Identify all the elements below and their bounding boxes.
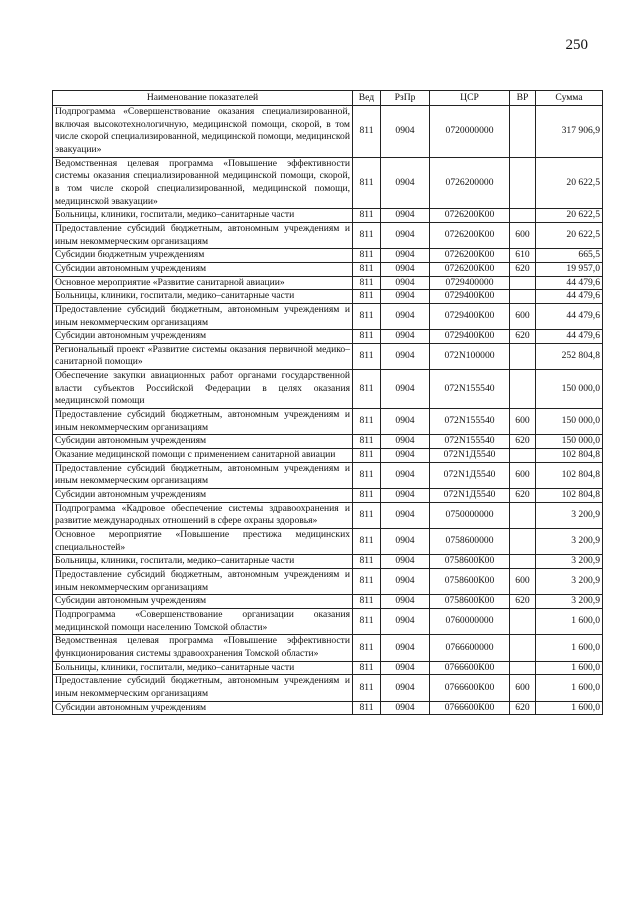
- cell-name: Субсидии автономным учреждениям: [53, 701, 353, 715]
- cell-vr: 600: [510, 222, 536, 248]
- cell-vr: [510, 608, 536, 634]
- cell-vr: 620: [510, 435, 536, 449]
- cell-name: Подпрограмма «Совершенствование организации оказания медицинской помощи населению Томской области»: [53, 608, 353, 634]
- cell-rzpr: 0904: [381, 106, 430, 158]
- cell-rzpr: 0904: [381, 157, 430, 209]
- cell-ved: 811: [353, 635, 381, 661]
- cell-rzpr: 0904: [381, 303, 430, 329]
- cell-ved: 811: [353, 568, 381, 594]
- cell-vr: [510, 529, 536, 555]
- header-csr: ЦСР: [430, 91, 510, 106]
- cell-ved: 811: [353, 262, 381, 276]
- cell-ved: 811: [353, 209, 381, 223]
- cell-vr: [510, 370, 536, 409]
- cell-ved: 811: [353, 555, 381, 569]
- cell-ved: 811: [353, 435, 381, 449]
- cell-name: Ведомственная целевая программа «Повышение эффективности функционирования системы здравоохранения Томской области»: [53, 635, 353, 661]
- cell-rzpr: 0904: [381, 222, 430, 248]
- cell-sum: 150 000,0: [536, 435, 603, 449]
- cell-name: Ведомственная целевая программа «Повышение эффективности системы оказания специализированной медицинской помощи, скорой, в том числе скорой специализированной, медицинской помощи, медицинской эвакуации»: [53, 157, 353, 209]
- cell-ved: 811: [353, 343, 381, 369]
- table-row: [53, 222, 603, 248]
- cell-vr: 620: [510, 330, 536, 344]
- cell-csr: 0729400К00: [430, 303, 510, 329]
- cell-ved: 811: [353, 701, 381, 715]
- cell-rzpr: 0904: [381, 435, 430, 449]
- cell-sum: 317 906,9: [536, 106, 603, 158]
- cell-name: Предоставление субсидий бюджетным, автономным учреждениям и иным некоммерческим организациям: [53, 462, 353, 488]
- cell-csr: 072N155540: [430, 435, 510, 449]
- cell-vr: 620: [510, 262, 536, 276]
- cell-csr: 0758600000: [430, 529, 510, 555]
- cell-ved: 811: [353, 449, 381, 463]
- cell-csr: 0758600К00: [430, 595, 510, 609]
- cell-name: Больницы, клиники, госпитали, медико–санитарные части: [53, 661, 353, 675]
- table-row: [53, 106, 603, 158]
- cell-rzpr: 0904: [381, 555, 430, 569]
- cell-rzpr: 0904: [381, 262, 430, 276]
- cell-rzpr: 0904: [381, 449, 430, 463]
- cell-vr: [510, 449, 536, 463]
- cell-csr: 0766600000: [430, 635, 510, 661]
- cell-sum: 102 804,8: [536, 462, 603, 488]
- cell-name: Субсидии автономным учреждениям: [53, 489, 353, 503]
- cell-name: Субсидии автономным учреждениям: [53, 262, 353, 276]
- header-ved: Вед: [353, 91, 381, 106]
- cell-sum: 1 600,0: [536, 701, 603, 715]
- cell-ved: 811: [353, 409, 381, 435]
- table-row: [53, 409, 603, 435]
- cell-rzpr: 0904: [381, 276, 430, 290]
- cell-rzpr: 0904: [381, 409, 430, 435]
- cell-csr: 072N100000: [430, 343, 510, 369]
- cell-sum: 150 000,0: [536, 370, 603, 409]
- cell-name: Обеспечение закупки авиационных работ органами государственной власти субъектов Российской Федерации в целях оказания медицинской помощи: [53, 370, 353, 409]
- cell-vr: [510, 106, 536, 158]
- table-row: [53, 608, 603, 634]
- cell-vr: [510, 661, 536, 675]
- cell-ved: 811: [353, 595, 381, 609]
- cell-vr: [510, 635, 536, 661]
- cell-sum: 1 600,0: [536, 661, 603, 675]
- cell-csr: 0726200К00: [430, 209, 510, 223]
- cell-csr: 0726200К00: [430, 222, 510, 248]
- cell-ved: 811: [353, 303, 381, 329]
- cell-sum: 3 200,9: [536, 595, 603, 609]
- cell-sum: 44 479,6: [536, 276, 603, 290]
- cell-rzpr: 0904: [381, 595, 430, 609]
- cell-sum: 44 479,6: [536, 303, 603, 329]
- cell-sum: 3 200,9: [536, 568, 603, 594]
- cell-sum: 44 479,6: [536, 290, 603, 304]
- table-row: [53, 290, 603, 304]
- cell-rzpr: 0904: [381, 249, 430, 263]
- cell-rzpr: 0904: [381, 635, 430, 661]
- cell-ved: 811: [353, 157, 381, 209]
- cell-csr: 0766600К00: [430, 701, 510, 715]
- table-row: [53, 157, 603, 209]
- table-row: [53, 276, 603, 290]
- cell-rzpr: 0904: [381, 502, 430, 528]
- table-row: [53, 568, 603, 594]
- cell-name: Больницы, клиники, госпитали, медико–санитарные части: [53, 209, 353, 223]
- cell-name: Региональный проект «Развитие системы оказания первичной медико–санитарной помощи»: [53, 343, 353, 369]
- cell-rzpr: 0904: [381, 675, 430, 701]
- table-row: [53, 303, 603, 329]
- cell-rzpr: 0904: [381, 661, 430, 675]
- cell-rzpr: 0904: [381, 529, 430, 555]
- cell-csr: 0766600К00: [430, 661, 510, 675]
- cell-name: Предоставление субсидий бюджетным, автономным учреждениям и иным некоммерческим организациям: [53, 222, 353, 248]
- cell-ved: 811: [353, 608, 381, 634]
- cell-sum: 20 622,5: [536, 157, 603, 209]
- cell-name: Оказание медицинской помощи с применением санитарной авиации: [53, 449, 353, 463]
- cell-ved: 811: [353, 675, 381, 701]
- cell-rzpr: 0904: [381, 209, 430, 223]
- cell-sum: 3 200,9: [536, 555, 603, 569]
- cell-name: Больницы, клиники, госпитали, медико–санитарные части: [53, 555, 353, 569]
- cell-ved: 811: [353, 462, 381, 488]
- cell-rzpr: 0904: [381, 370, 430, 409]
- cell-name: Субсидии бюджетным учреждениям: [53, 249, 353, 263]
- cell-sum: 102 804,8: [536, 489, 603, 503]
- table-row: [53, 462, 603, 488]
- cell-vr: 600: [510, 462, 536, 488]
- cell-csr: 0720000000: [430, 106, 510, 158]
- cell-vr: [510, 209, 536, 223]
- table-row: [53, 209, 603, 223]
- cell-vr: 600: [510, 409, 536, 435]
- cell-ved: 811: [353, 249, 381, 263]
- cell-csr: 072N155540: [430, 370, 510, 409]
- cell-rzpr: 0904: [381, 568, 430, 594]
- cell-ved: 811: [353, 290, 381, 304]
- cell-sum: 1 600,0: [536, 608, 603, 634]
- cell-csr: 0729400К00: [430, 330, 510, 344]
- cell-rzpr: 0904: [381, 343, 430, 369]
- cell-sum: 3 200,9: [536, 529, 603, 555]
- table-row: [53, 661, 603, 675]
- table-row: [53, 489, 603, 503]
- cell-sum: 3 200,9: [536, 502, 603, 528]
- cell-name: Основное мероприятие «Развитие санитарной авиации»: [53, 276, 353, 290]
- cell-rzpr: 0904: [381, 290, 430, 304]
- cell-vr: 610: [510, 249, 536, 263]
- cell-sum: 20 622,5: [536, 209, 603, 223]
- table-row: [53, 330, 603, 344]
- cell-sum: 44 479,6: [536, 330, 603, 344]
- cell-sum: 1 600,0: [536, 635, 603, 661]
- table-row: [53, 675, 603, 701]
- cell-name: Предоставление субсидий бюджетным, автономным учреждениям и иным некоммерческим организациям: [53, 303, 353, 329]
- table-row: [53, 555, 603, 569]
- cell-vr: 620: [510, 489, 536, 503]
- table-row: [53, 435, 603, 449]
- cell-vr: [510, 343, 536, 369]
- cell-name: Подпрограмма «Совершенствование оказания специализированной, включая высокотехнологичную, медицинской помощи, скорой, в том числе скорой специализированной, медицинской помощи, медицинской эвакуации»: [53, 106, 353, 158]
- table-header: [53, 91, 603, 106]
- cell-csr: 0729400000: [430, 276, 510, 290]
- table-body: [53, 106, 603, 715]
- cell-sum: 19 957,0: [536, 262, 603, 276]
- cell-csr: 0766600К00: [430, 675, 510, 701]
- cell-name: Больницы, клиники, госпитали, медико–санитарные части: [53, 290, 353, 304]
- cell-vr: 600: [510, 568, 536, 594]
- cell-ved: 811: [353, 370, 381, 409]
- cell-ved: 811: [353, 661, 381, 675]
- cell-vr: [510, 502, 536, 528]
- cell-vr: 600: [510, 303, 536, 329]
- header-sum: Сумма: [536, 91, 603, 106]
- cell-ved: 811: [353, 106, 381, 158]
- cell-sum: 102 804,8: [536, 449, 603, 463]
- cell-name: Субсидии автономным учреждениям: [53, 435, 353, 449]
- cell-vr: [510, 290, 536, 304]
- header-vr: ВР: [510, 91, 536, 106]
- cell-csr: 0726200К00: [430, 249, 510, 263]
- cell-csr: 0726200000: [430, 157, 510, 209]
- cell-name: Субсидии автономным учреждениям: [53, 330, 353, 344]
- cell-vr: [510, 555, 536, 569]
- table-row: [53, 370, 603, 409]
- table-row: [53, 449, 603, 463]
- table-row: [53, 502, 603, 528]
- table-row: [53, 595, 603, 609]
- cell-ved: 811: [353, 330, 381, 344]
- cell-ved: 811: [353, 222, 381, 248]
- cell-rzpr: 0904: [381, 330, 430, 344]
- cell-rzpr: 0904: [381, 608, 430, 634]
- cell-vr: [510, 157, 536, 209]
- cell-sum: 20 622,5: [536, 222, 603, 248]
- table-row: [53, 262, 603, 276]
- cell-vr: 600: [510, 675, 536, 701]
- page-number: 250: [565, 37, 588, 53]
- cell-name: Предоставление субсидий бюджетным, автономным учреждениям и иным некоммерческим организациям: [53, 568, 353, 594]
- cell-sum: 665,5: [536, 249, 603, 263]
- cell-name: Предоставление субсидий бюджетным, автономным учреждениям и иным некоммерческим организациям: [53, 675, 353, 701]
- header-rzpr: РзПр: [381, 91, 430, 106]
- cell-name: Основное мероприятие «Повышение престижа медицинских специальностей»: [53, 529, 353, 555]
- cell-csr: 0758600К00: [430, 555, 510, 569]
- cell-ved: 811: [353, 489, 381, 503]
- cell-name: Предоставление субсидий бюджетным, автономным учреждениям и иным некоммерческим организациям: [53, 409, 353, 435]
- cell-ved: 811: [353, 276, 381, 290]
- cell-csr: 072N1Д5540: [430, 489, 510, 503]
- cell-csr: 0758600К00: [430, 568, 510, 594]
- cell-csr: 072N155540: [430, 409, 510, 435]
- cell-csr: 0760000000: [430, 608, 510, 634]
- table-row: [53, 701, 603, 715]
- cell-vr: 620: [510, 595, 536, 609]
- cell-csr: 072N1Д5540: [430, 462, 510, 488]
- cell-csr: 0726200К00: [430, 262, 510, 276]
- budget-table: [52, 90, 603, 715]
- cell-vr: [510, 276, 536, 290]
- cell-csr: 0750000000: [430, 502, 510, 528]
- cell-ved: 811: [353, 502, 381, 528]
- table-row: [53, 635, 603, 661]
- cell-sum: 1 600,0: [536, 675, 603, 701]
- cell-vr: 620: [510, 701, 536, 715]
- table-row: [53, 249, 603, 263]
- cell-rzpr: 0904: [381, 701, 430, 715]
- cell-sum: 252 804,8: [536, 343, 603, 369]
- cell-rzpr: 0904: [381, 462, 430, 488]
- cell-name: Субсидии автономным учреждениям: [53, 595, 353, 609]
- table-row: [53, 343, 603, 369]
- cell-name: Подпрограмма «Кадровое обеспечение системы здравоохранения и развитие международных отношений в сфере охраны здоровья»: [53, 502, 353, 528]
- cell-csr: 072N1Д5540: [430, 449, 510, 463]
- table-row: [53, 529, 603, 555]
- cell-rzpr: 0904: [381, 489, 430, 503]
- cell-sum: 150 000,0: [536, 409, 603, 435]
- cell-ved: 811: [353, 529, 381, 555]
- cell-csr: 0729400К00: [430, 290, 510, 304]
- header-name: Наименование показателей: [53, 91, 353, 106]
